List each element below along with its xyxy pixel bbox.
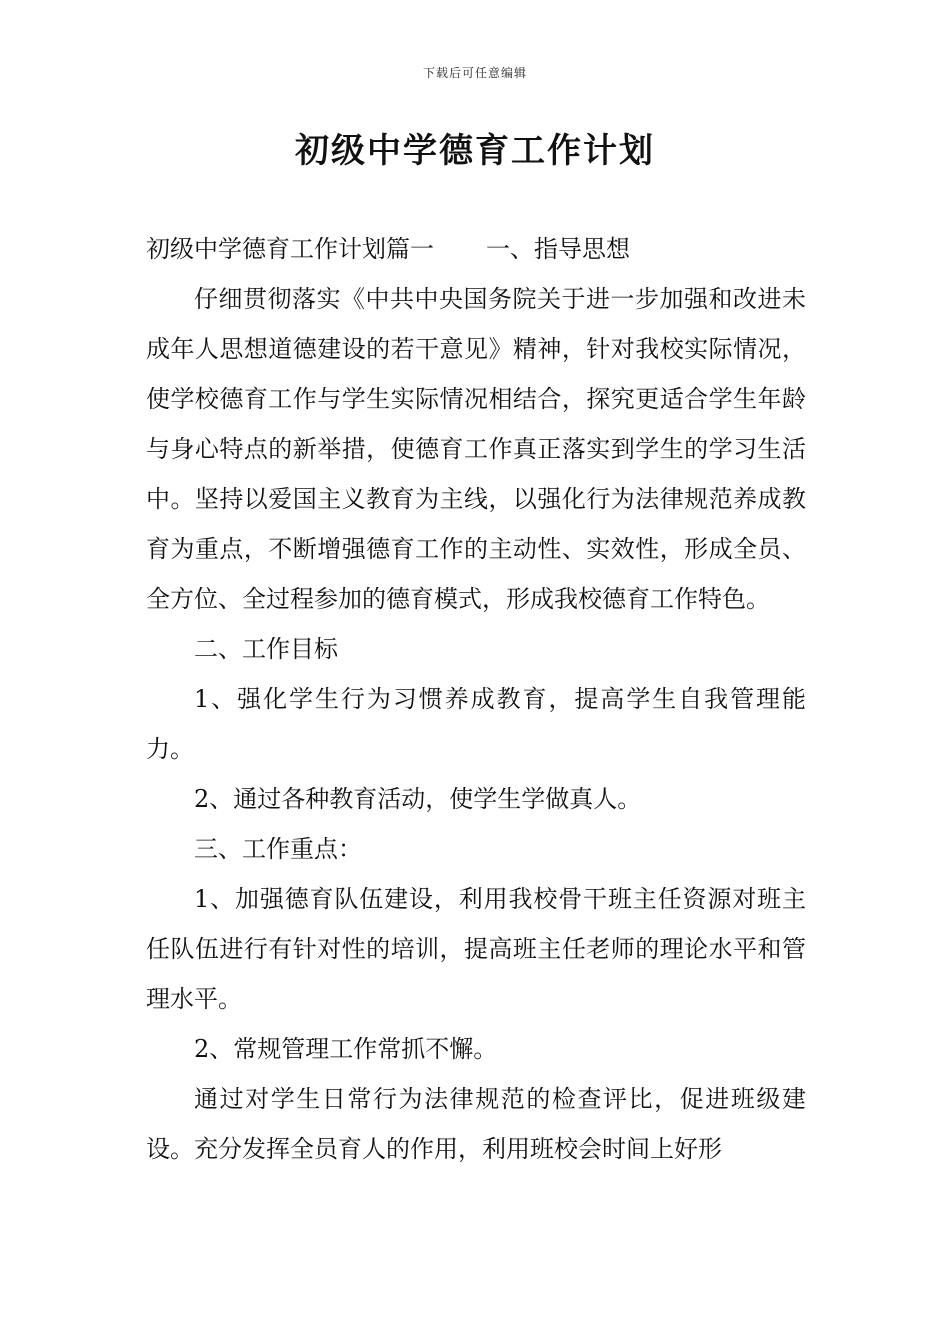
paragraph-routine-management: 通过对学生日常行为法律规范的检查评比，促进班级建设。充分发挥全员育人的作用，利用班校会时间上好形 [146,1085,806,1163]
document-title: 初级中学德育工作计划 [295,131,655,171]
section-heading-work-goals: 二、工作目标 [194,635,338,663]
section-heading-guiding-ideology: 一、指导思想 [486,235,630,263]
document-body [146,224,806,1174]
first-line [146,224,806,274]
paragraph-guiding-ideology: 仔细贯彻落实《中共中央国务院关于进一步加强和改进未成年人思想道德建设的若干意见》精神，针对我校实际情况，使学校德育工作与学生实际情况相结合，探究更适合学生年龄与身心特点的新举措，使德育工作真正落实到学生的学习生活中。坚持以爱国主义教育为主线，以强化行为法律规范养成教育为重点，不断增强德育工作的主动性、实效性，形成全员、全方位、全过程参加的德育模式，形成我校德育工作特色。 [146,285,806,613]
header-note: 下载后可任意编辑 [422,66,527,80]
goal-item-2: 2、通过各种教育活动，使学生学做真人。 [194,785,642,813]
focus-item-2: 2、常规管理工作常抓不懈。 [194,1035,498,1063]
focus-item-1: 1、加强德育队伍建设，利用我校骨干班主任资源对班主任队伍进行有针对性的培训，提高班主任老师的理论水平和管理水平。 [146,885,806,1013]
plan-part-label: 初级中学德育工作计划篇一 [146,235,434,263]
section-heading-work-focus: 三、工作重点： [194,835,362,863]
goal-item-1: 1、强化学生行为习惯养成教育，提高学生自我管理能力。 [146,685,806,763]
